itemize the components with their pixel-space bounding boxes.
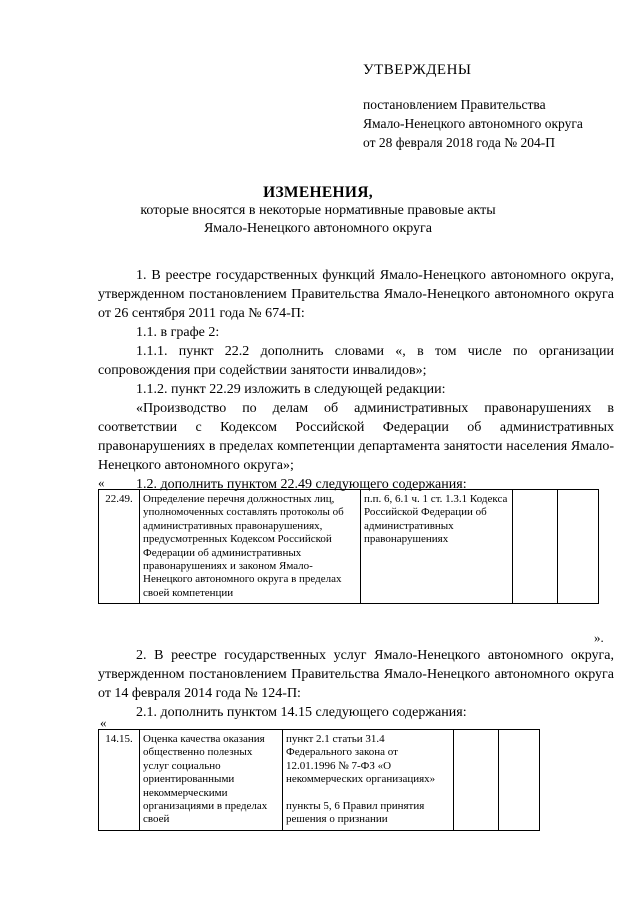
table-cell-empty-5 [499, 730, 540, 831]
section-1-paragraph-5: «Производство по делам об административных правонарушениях в соответствии с Кодексом Российской Федерации об административных правонарушениях в пределах компетенции департамента занятости населения Ямало-Ненецкого автономного округа»; [98, 401, 614, 473]
section-1-paragraph-1: 1. В реестре государственных функций Ямало-Ненецкого автономного округа, утвержденном постановлением Правительства Ямало-Ненецкого автономного округа от 26 сентября 2011 года № 674-П: [98, 268, 614, 321]
legal-basis-part-2: пункты 5, 6 Правил принятия решения о признании [286, 799, 425, 826]
approval-line-1: постановлением Правительства [363, 97, 546, 112]
open-quote-1: « [98, 475, 105, 490]
registry-table-2 [98, 729, 540, 831]
table-cell-number: 22.49. [99, 490, 140, 604]
table-row [99, 730, 540, 831]
section-2-paragraph-2: 2.1. дополнить пунктом 14.15 следующего содержания: [136, 705, 467, 720]
heading-subtitle-1: которые вносятся в некоторые нормативные правовые акты [140, 203, 496, 218]
table-row [99, 490, 599, 604]
approval-title: УТВЕРЖДЕНЫ [363, 62, 472, 78]
table-cell-description: Определение перечня должностных лиц, уполномоченных составлять протоколы об административных правонарушениях, предусмотренных Кодексом Российской Федерации об административных правонарушениях и законом Ямало-Ненецкого автономного округа в пределах своей компетенции [140, 490, 361, 604]
close-quote-1: ». [594, 630, 604, 645]
section-2-text [98, 646, 614, 722]
section-1-paragraph-6: 1.2. дополнить пунктом 22.49 следующего содержания: [136, 477, 467, 492]
table-cell-number: 14.15. [99, 730, 140, 831]
open-quote-2: « [100, 715, 107, 730]
section-1-paragraph-4: 1.1.2. пункт 22.29 изложить в следующей редакции: [136, 382, 446, 397]
registry-table-1 [98, 489, 599, 604]
table-cell-description [140, 730, 283, 831]
table-cell-empty-4 [454, 730, 499, 831]
legal-basis-part-1: пункт 2.1 статьи 31.4 Федерального закона от 12.01.1996 № 7-ФЗ «О некоммерческих организациях» [286, 733, 436, 786]
table-cell-description-text: Оценка качества оказания общественно полезных услуг социально ориентированными некоммерческими организациями в пределах своей [143, 733, 268, 826]
approval-line-2: Ямало-Ненецкого автономного округа [363, 116, 583, 131]
heading-subtitle-2: Ямало-Ненецкого автономного округа [203, 221, 433, 236]
table-cell-legal-basis: п.п. 6, 6.1 ч. 1 ст. 1.3.1 Кодекса Российской Федерации об административных правонарушениях [361, 490, 513, 604]
section-2-paragraph-1: 2. В реестре государственных услуг Ямало-Ненецкого автономного округа, утвержденном постановлением Правительства Ямало-Ненецкого автономного округа от 14 февраля 2014 года № 124-П: [98, 648, 614, 701]
heading-title: ИЗМЕНЕНИЯ, [263, 184, 373, 201]
approval-line-3: от 28 февраля 2018 года № 204-П [363, 135, 555, 150]
section-1-text [98, 266, 614, 494]
document-heading [98, 184, 538, 238]
approval-stamp [363, 62, 583, 152]
table-cell-empty-4 [513, 490, 558, 604]
table-cell-empty-5 [558, 490, 599, 604]
section-1-paragraph-2: 1.1. в графе 2: [136, 325, 220, 340]
table-cell-legal-basis [283, 730, 454, 831]
section-1-paragraph-3: 1.1.1. пункт 22.2 дополнить словами «, в том числе по организации сопровождения при содействии занятости инвалидов»; [98, 344, 614, 378]
